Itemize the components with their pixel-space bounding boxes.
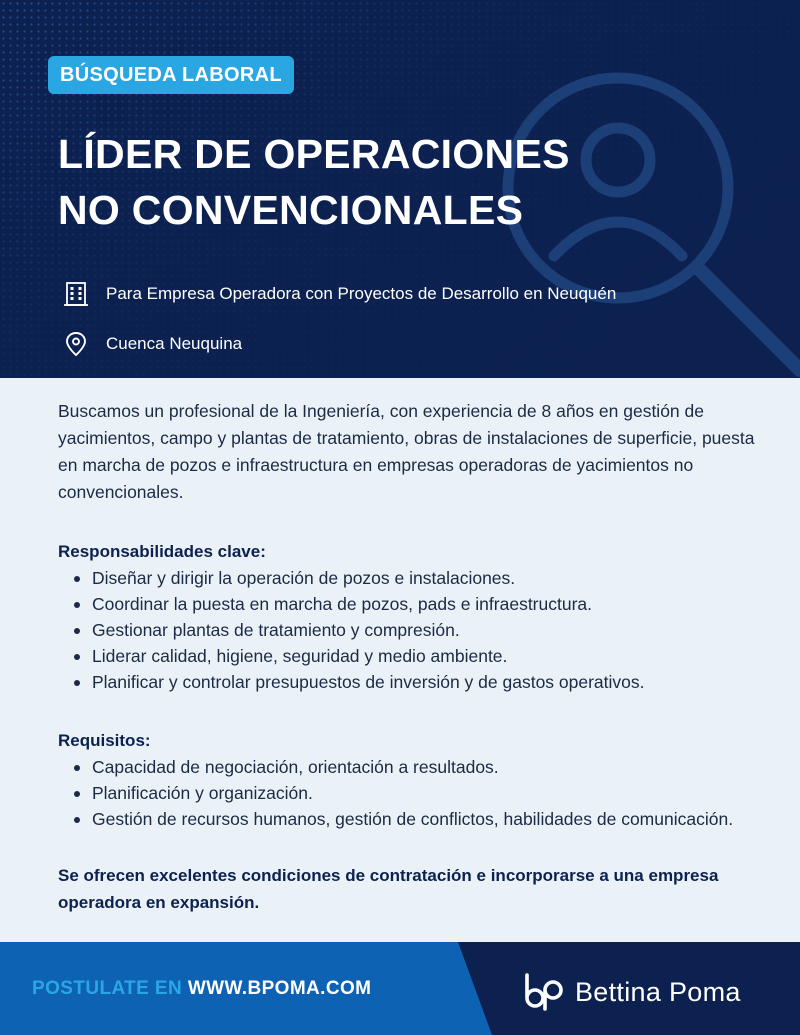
company-text: Para Empresa Operadora con Proyectos de Desarrollo en Neuquén xyxy=(106,284,617,303)
list-item: Planificar y controlar presupuestos de inversión y de gastos operativos. xyxy=(92,669,758,695)
brand-logo xyxy=(523,972,741,1012)
job-description xyxy=(58,398,758,916)
requirements-list xyxy=(58,754,758,832)
company-row xyxy=(62,280,616,308)
list-item: Planificación y organización. xyxy=(92,780,758,806)
apply-link[interactable] xyxy=(32,978,371,1000)
responsibilities-heading: Responsabilidades clave: xyxy=(58,542,266,561)
map-pin-icon xyxy=(62,330,90,358)
job-search-badge: BÚSQUEDA LABORAL xyxy=(48,56,294,94)
requirements-heading: Requisitos: xyxy=(58,731,151,750)
apply-prefix: POSTULATE EN xyxy=(32,978,188,999)
bp-logo-icon xyxy=(523,972,565,1012)
header-banner xyxy=(0,0,800,378)
intro-paragraph: Buscamos un profesional de la Ingeniería, con experiencia de 8 años en gestión de yacimientos, campo y plantas de tratamiento, obras de instalaciones de superficie, puesta en marcha de pozos e infraestructura en empresas operadoras de yacimientos no convencionales. xyxy=(58,401,755,502)
job-title-line-2: NO CONVENCIONALES xyxy=(58,187,524,233)
job-title xyxy=(58,126,570,238)
list-item: Coordinar la puesta en marcha de pozos, pads e infraestructura. xyxy=(92,591,758,617)
job-title-line-1: LÍDER DE OPERACIONES xyxy=(58,131,570,177)
list-item: Capacidad de negociación, orientación a resultados. xyxy=(92,754,758,780)
brand-name: Bettina Poma xyxy=(575,976,741,1007)
location-text: Cuenca Neuquina xyxy=(106,334,243,353)
list-item: Gestionar plantas de tratamiento y compresión. xyxy=(92,617,758,643)
building-icon xyxy=(62,280,90,308)
responsibilities-list xyxy=(58,565,758,695)
location-row xyxy=(62,330,242,358)
list-item: Liderar calidad, higiene, seguridad y medio ambiente. xyxy=(92,643,758,669)
list-item: Gestión de recursos humanos, gestión de conflictos, habilidades de comunicación. xyxy=(92,806,758,832)
apply-url[interactable]: WWW.BPOMA.COM xyxy=(187,978,372,999)
closing-statement: Se ofrecen excelentes condiciones de contratación e incorporarse a una empresa operadora en expansión. xyxy=(58,866,719,912)
list-item: Diseñar y dirigir la operación de pozos e instalaciones. xyxy=(92,565,758,591)
